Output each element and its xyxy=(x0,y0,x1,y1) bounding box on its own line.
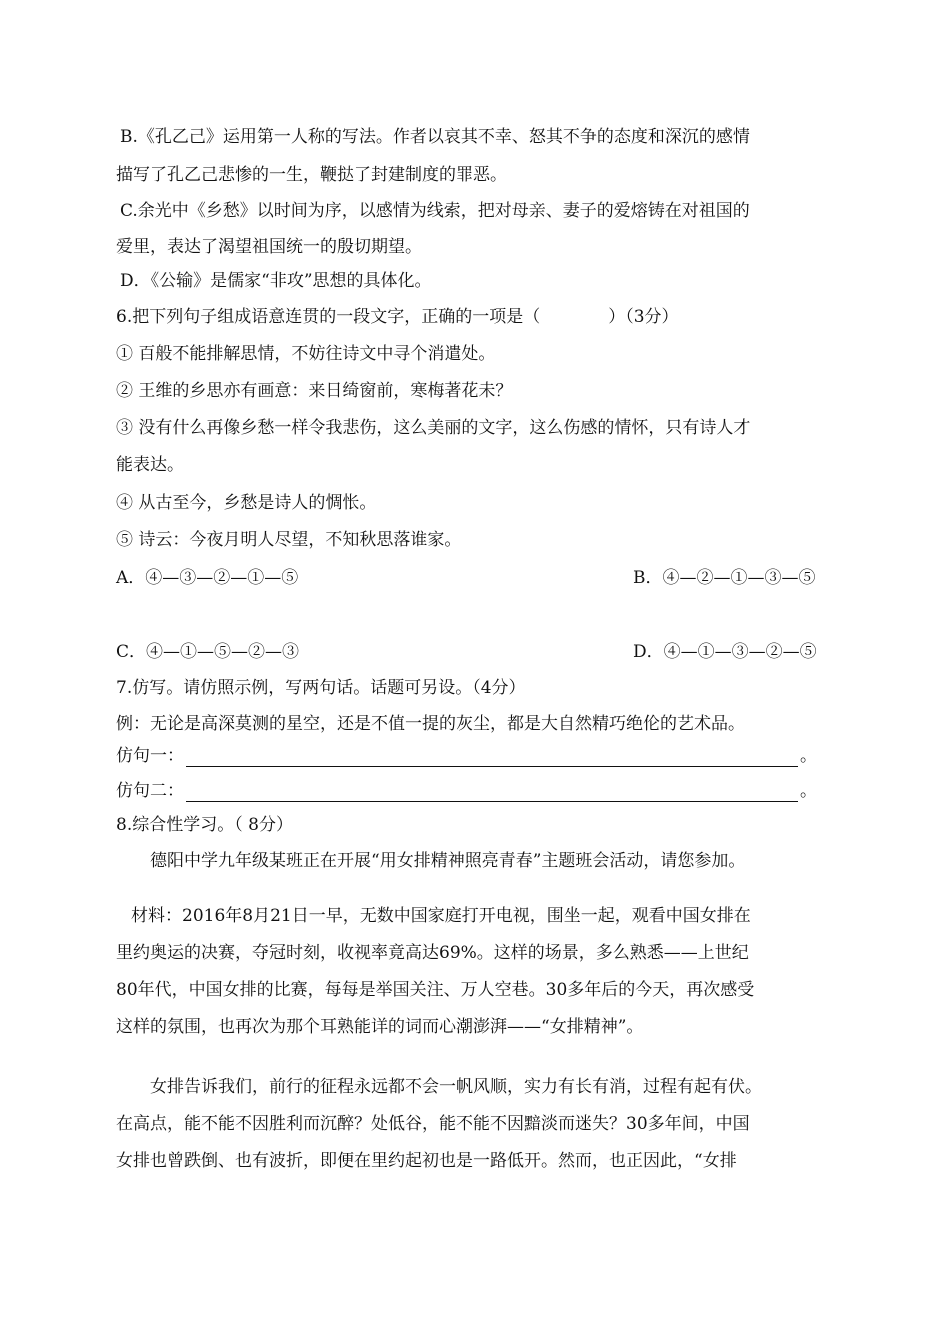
q6-sentence-5: ⑤ 诗云：今夜月明人尽望，不知秋思落谁家。 xyxy=(116,530,462,550)
q7-answer-blank-2[interactable] xyxy=(186,783,798,802)
q6-option-d: D．④—①—③—②—⑤ xyxy=(633,642,817,662)
q8-material-line: 材料：2016年8月21日一早，无数中国家庭打开电视，围坐一起，观看中国女排在 xyxy=(131,906,751,926)
q6-sentence-4: ④ 从古至今，乡愁是诗人的惆怅。 xyxy=(116,493,377,513)
q7-stem: 7.仿写。请仿照示例，写两句话。话题可另设。（4分） xyxy=(116,678,526,698)
q6-sentence-2: ② 王维的乡思亦有画意：来日绮窗前，寒梅著花未？ xyxy=(116,381,513,401)
q7-line1-label: 仿句一： xyxy=(116,746,184,766)
q8-material-line: 这样的氛围，也再次为那个耳熟能详的词而心潮澎湃——“女排精神”。 xyxy=(116,1017,644,1037)
q6-sentence-1: ① 百般不能排解思情，不妨往诗文中寻个消遣处。 xyxy=(116,344,496,364)
q8-material-line: 80年代，中国女排的比赛，每每是举国关注、万人空巷。30多年后的今天，再次感受 xyxy=(116,980,755,1000)
q6-option-c: C．④—①—⑤—②—③ xyxy=(116,642,300,662)
q7-answer-line-1 xyxy=(116,745,817,767)
q5-option-c-line2: 爱里，表达了渴望祖国统一的殷切期望。 xyxy=(116,237,422,257)
q8-material-line: 里约奥运的决赛，夺冠时刻，收视率竟高达69%。这样的场景，多么熟悉——上世纪 xyxy=(116,943,749,963)
q7-line2-period: 。 xyxy=(800,781,817,801)
q7-line2-label: 仿句二： xyxy=(116,781,184,801)
q7-line1-period: 。 xyxy=(800,746,817,766)
q6-sentence-3-line1: ③ 没有什么再像乡愁一样令我悲伤，这么美丽的文字，这么伤感的情怀，只有诗人才 xyxy=(116,418,751,438)
q6-option-b: B．④—②—①—③—⑤ xyxy=(633,568,816,588)
q6-option-a: A．④—③—②—①—⑤ xyxy=(116,568,299,588)
q8-paragraph-line: 女排也曾跌倒、也有波折，即便在里约起初也是一路低开。然而，也正因此，“女排 xyxy=(116,1151,737,1171)
q8-intro: 德阳中学九年级某班正在开展“用女排精神照亮青春”主题班会活动，请您参加。 xyxy=(150,851,746,871)
q6-stem: 6.把下列句子组成语意连贯的一段文字，正确的一项是（ ）（3分） xyxy=(116,307,679,327)
q5-option-d: D．《公输》是儒家“非攻”思想的具体化。 xyxy=(120,271,432,291)
q5-option-c-line1: C.余光中《乡愁》以时间为序，以感情为线索，把对母亲、妻子的爱熔铸在对祖国的 xyxy=(120,201,750,221)
q7-example: 例：无论是高深莫测的星空，还是不值一提的灰尘，都是大自然精巧绝伦的艺术品。 xyxy=(116,714,745,734)
q8-paragraph-line: 女排告诉我们，前行的征程永远都不会一帆风顺，实力有长有消，过程有起有伏。 xyxy=(150,1077,762,1097)
q6-sentence-3-line2: 能表达。 xyxy=(116,455,184,475)
q5-option-b-line1: B.《孔乙己》运用第一人称的写法。作者以哀其不幸、怒其不争的态度和深沉的感情 xyxy=(120,127,750,147)
q5-option-b-line2: 描写了孔乙己悲惨的一生，鞭挞了封建制度的罪恶。 xyxy=(116,165,507,185)
q8-stem: 8.综合性学习。（ 8分） xyxy=(116,815,293,835)
q8-paragraph-line: 在高点，能不能不因胜利而沉醉？处低谷，能不能不因黯淡而迷失？30多年间，中国 xyxy=(116,1114,750,1134)
q7-answer-blank-1[interactable] xyxy=(186,748,798,767)
q7-answer-line-2 xyxy=(116,780,817,802)
